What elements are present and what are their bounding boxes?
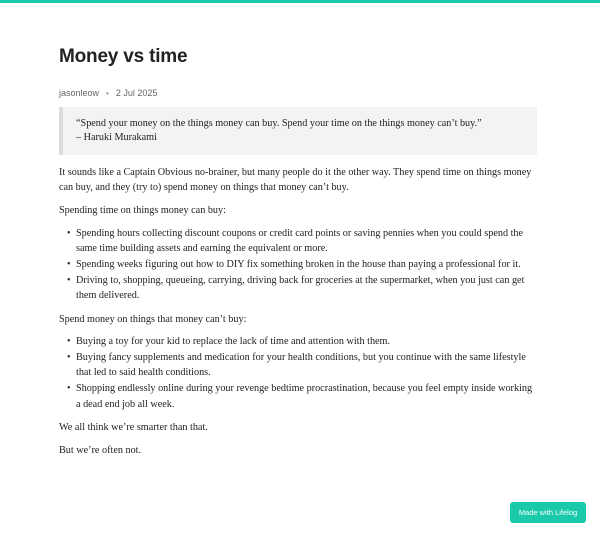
author-link[interactable]: jasonleow (59, 88, 100, 98)
list-item: • Shopping endlessly online during your revenge bedtime procrastination, because you feel empty inside working a dead end job all week. (67, 383, 533, 410)
list-item: • Buying a toy for your kid to replace the lack of time and attention with them. (67, 335, 391, 347)
post-title: Money vs time (59, 46, 188, 67)
list-item: • Driving to, shopping, queueing, carrying, driving back for groceries at the supermarket, when you just can get them delivered. (67, 275, 525, 302)
section2-list (59, 334, 537, 412)
post-meta (59, 88, 537, 98)
closing-paragraph-2: But we’re often not. (59, 445, 142, 457)
closing-paragraph-1: We all think we’re smarter than that. (59, 421, 208, 433)
quote-text: “Spend your money on the things money can buy. Spend your time on the things money can’t buy.” (76, 118, 482, 129)
quote-attribution: – Haruki Murakami (76, 132, 157, 143)
list-item: • Spending weeks figuring out how to DIY fix something broken in the house than paying a professional for it. (67, 259, 521, 271)
meta-separator: • (106, 88, 109, 98)
section1-heading: Spending time on things money can buy: (59, 205, 226, 217)
top-accent-bar (0, 0, 600, 3)
post-article (59, 45, 537, 458)
made-with-lifelog-button[interactable]: Made with Lifelog (510, 502, 586, 523)
post-date: 2 Jul 2025 (115, 88, 158, 98)
intro-paragraph: It sounds like a Captain Obvious no-brainer, but many people do it the other way. They spend time on things money can buy, and they (try to) spend money on things that money can’t buy. (59, 167, 532, 194)
list-item: • Buying fancy supplements and medication for your health conditions, but you continue with the same lifestyle that led to said health conditions. (67, 352, 526, 379)
section1-list (59, 226, 537, 304)
post-body (59, 165, 537, 458)
blockquote (59, 107, 537, 155)
section2-heading: Spend money on things that money can’t buy: (59, 313, 247, 325)
list-item: • Spending hours collecting discount coupons or credit card points or saving pennies when you could spend the same time building assets and earning the equivalent or more. (67, 227, 524, 254)
